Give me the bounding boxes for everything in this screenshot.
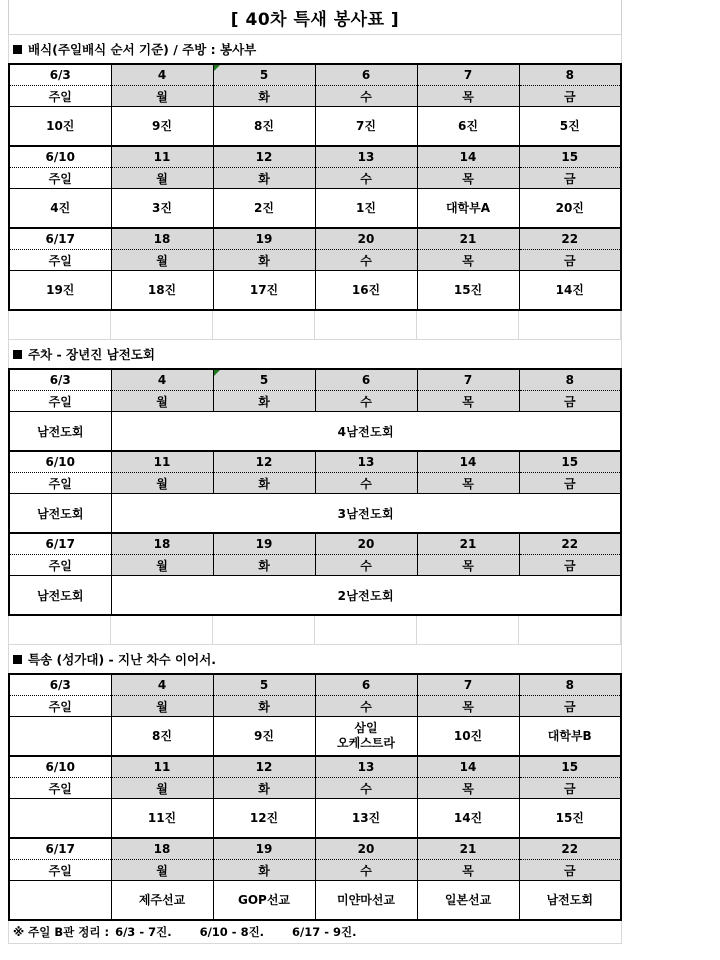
- weekday-cell: 금: [519, 168, 621, 189]
- date-cell: 7: [417, 64, 519, 86]
- assignment-cell: 8진: [213, 107, 315, 147]
- weekday-cell: 주일: [9, 391, 111, 412]
- merged-assignment-cell: 2남전도회: [111, 576, 621, 616]
- section-title: 주차 - 장년진 남전도회: [28, 347, 155, 362]
- weekday-cell: 목: [417, 168, 519, 189]
- footnote-item: 6/17 - 9진.: [292, 925, 357, 939]
- weekday-cell: 주일: [9, 168, 111, 189]
- date-cell: 20: [315, 838, 417, 860]
- assignment-row: [9, 799, 621, 839]
- assignment-cell: [9, 881, 111, 921]
- weekday-cell: 금: [519, 555, 621, 576]
- date-cell: 14: [417, 146, 519, 168]
- date-cell: 12: [213, 146, 315, 168]
- assignment-cell: 삼일 오케스트라: [315, 717, 417, 757]
- assignment-label: 남전도회: [9, 576, 111, 616]
- date-cell: 22: [519, 838, 621, 860]
- spacer-row: [8, 616, 622, 630]
- date-row: [9, 228, 621, 250]
- date-cell: 7: [417, 369, 519, 391]
- section-title: 특송 (성가대) - 지난 차수 이어서.: [28, 652, 217, 667]
- weekday-cell: 수: [315, 555, 417, 576]
- weekday-cell: 금: [519, 473, 621, 494]
- weekday-cell: 수: [315, 860, 417, 881]
- weekday-cell: 화: [213, 555, 315, 576]
- date-row: [9, 146, 621, 168]
- weekday-cell: 수: [315, 168, 417, 189]
- footnote-prefix: ※ 주일 B관 정리 :: [13, 925, 110, 939]
- date-cell: 12: [213, 451, 315, 473]
- weekday-cell: 화: [213, 860, 315, 881]
- weekday-cell: 주일: [9, 778, 111, 799]
- weekday-row: [9, 473, 621, 494]
- date-cell: 8: [519, 369, 621, 391]
- assignment-cell: 1진: [315, 189, 417, 229]
- date-cell: 4: [111, 674, 213, 696]
- assignment-cell: 20진: [519, 189, 621, 229]
- date-cell: 7: [417, 674, 519, 696]
- weekday-row: [9, 860, 621, 881]
- date-cell: 5: [213, 64, 315, 86]
- weekday-row: [9, 696, 621, 717]
- weekday-cell: 화: [213, 250, 315, 271]
- assignment-cell: 18진: [111, 271, 213, 311]
- footnote: [8, 921, 622, 944]
- assignment-cell: 14진: [417, 799, 519, 839]
- date-cell: 11: [111, 451, 213, 473]
- assignment-cell: 10진: [9, 107, 111, 147]
- assignment-cell: 17진: [213, 271, 315, 311]
- assignment-cell: GOP선교: [213, 881, 315, 921]
- weekday-cell: 목: [417, 555, 519, 576]
- weekday-cell: 수: [315, 391, 417, 412]
- date-cell: 6/10: [9, 756, 111, 778]
- date-cell: 8: [519, 64, 621, 86]
- assignment-cell: 12진: [213, 799, 315, 839]
- assignment-cell: 미얀마선교: [315, 881, 417, 921]
- weekday-cell: 수: [315, 696, 417, 717]
- weekday-cell: 목: [417, 86, 519, 107]
- assignment-cell: 13진: [315, 799, 417, 839]
- assignment-cell: 제주선교: [111, 881, 213, 921]
- weekday-cell: 월: [111, 250, 213, 271]
- date-cell: 11: [111, 756, 213, 778]
- weekday-cell: 월: [111, 168, 213, 189]
- date-cell: 15: [519, 146, 621, 168]
- assignment-cell: 14진: [519, 271, 621, 311]
- assignment-cell: 8진: [111, 717, 213, 757]
- date-row: [9, 451, 621, 473]
- date-cell: 19: [213, 228, 315, 250]
- weekday-row: [9, 555, 621, 576]
- spacer-row: [8, 630, 622, 644]
- weekday-cell: 목: [417, 860, 519, 881]
- weekday-cell: 금: [519, 86, 621, 107]
- weekday-cell: 월: [111, 778, 213, 799]
- date-cell: 14: [417, 451, 519, 473]
- date-cell: 6/10: [9, 451, 111, 473]
- date-cell: 12: [213, 756, 315, 778]
- date-cell: 18: [111, 228, 213, 250]
- footnote-item: 6/10 - 8진.: [199, 925, 265, 939]
- weekday-cell: 화: [213, 473, 315, 494]
- weekday-cell: 월: [111, 86, 213, 107]
- date-row: [9, 369, 621, 391]
- weekday-cell: 월: [111, 555, 213, 576]
- date-cell: 21: [417, 838, 519, 860]
- assignment-row: [9, 271, 621, 311]
- assignment-row: [9, 494, 621, 534]
- date-cell: 13: [315, 146, 417, 168]
- assignment-cell: 5진: [519, 107, 621, 147]
- square-bullet-icon: [13, 350, 22, 359]
- date-cell: 4: [111, 369, 213, 391]
- assignment-cell: 6진: [417, 107, 519, 147]
- section-heading-serving: [8, 34, 622, 63]
- date-row: [9, 756, 621, 778]
- assignment-row: [9, 576, 621, 616]
- date-cell: 18: [111, 838, 213, 860]
- date-cell: 15: [519, 756, 621, 778]
- weekday-cell: 화: [213, 696, 315, 717]
- weekday-cell: 금: [519, 391, 621, 412]
- serving-table: [8, 63, 622, 311]
- weekday-row: [9, 86, 621, 107]
- weekday-cell: 월: [111, 473, 213, 494]
- weekday-cell: 금: [519, 696, 621, 717]
- page-title: [ 40차 특새 봉사표 ]: [8, 0, 622, 34]
- weekday-cell: 주일: [9, 473, 111, 494]
- assignment-cell: 11진: [111, 799, 213, 839]
- date-cell: 13: [315, 451, 417, 473]
- date-row: [9, 64, 621, 86]
- date-cell: 21: [417, 228, 519, 250]
- weekday-cell: 주일: [9, 250, 111, 271]
- weekday-cell: 목: [417, 391, 519, 412]
- weekday-cell: 주일: [9, 860, 111, 881]
- assignment-cell: 4진: [9, 189, 111, 229]
- parking-table: [8, 368, 622, 616]
- assignment-cell: 15진: [417, 271, 519, 311]
- weekday-row: [9, 391, 621, 412]
- date-cell: 6/10: [9, 146, 111, 168]
- weekday-cell: 화: [213, 391, 315, 412]
- weekday-cell: 목: [417, 696, 519, 717]
- weekday-cell: 화: [213, 778, 315, 799]
- weekday-row: [9, 168, 621, 189]
- date-cell: 6/3: [9, 64, 111, 86]
- square-bullet-icon: [13, 45, 22, 54]
- date-cell: 20: [315, 228, 417, 250]
- date-cell: 22: [519, 533, 621, 555]
- weekday-cell: 주일: [9, 86, 111, 107]
- assignment-cell: [9, 799, 111, 839]
- schedule-sheet: [8, 0, 622, 944]
- weekday-row: [9, 778, 621, 799]
- date-cell: 19: [213, 838, 315, 860]
- date-cell: 6: [315, 674, 417, 696]
- weekday-cell: 월: [111, 391, 213, 412]
- date-cell: 18: [111, 533, 213, 555]
- weekday-row: [9, 250, 621, 271]
- assignment-row: [9, 189, 621, 229]
- merged-assignment-cell: 3남전도회: [111, 494, 621, 534]
- assignment-cell: 9진: [213, 717, 315, 757]
- weekday-cell: 목: [417, 473, 519, 494]
- date-cell: 6/17: [9, 838, 111, 860]
- weekday-cell: 금: [519, 250, 621, 271]
- section-heading-special-song: [8, 644, 622, 673]
- date-cell: 8: [519, 674, 621, 696]
- date-cell: 6/3: [9, 369, 111, 391]
- date-cell: 6: [315, 369, 417, 391]
- assignment-cell: 3진: [111, 189, 213, 229]
- weekday-cell: 금: [519, 778, 621, 799]
- weekday-cell: 목: [417, 778, 519, 799]
- date-cell: 6: [315, 64, 417, 86]
- assignment-row: [9, 717, 621, 757]
- assignment-cell: 남전도회: [519, 881, 621, 921]
- spacer-row: [8, 311, 622, 325]
- date-cell: 15: [519, 451, 621, 473]
- date-cell: 20: [315, 533, 417, 555]
- date-cell: 5: [213, 674, 315, 696]
- weekday-cell: 화: [213, 168, 315, 189]
- assignment-row: [9, 107, 621, 147]
- date-cell: 13: [315, 756, 417, 778]
- weekday-cell: 수: [315, 473, 417, 494]
- assignment-cell: 16진: [315, 271, 417, 311]
- date-cell: 6/17: [9, 533, 111, 555]
- assignment-label: 남전도회: [9, 494, 111, 534]
- weekday-cell: 월: [111, 696, 213, 717]
- assignment-cell: 일본선교: [417, 881, 519, 921]
- date-cell: 6/3: [9, 674, 111, 696]
- assignment-cell: 10진: [417, 717, 519, 757]
- weekday-cell: 금: [519, 860, 621, 881]
- assignment-row: [9, 412, 621, 452]
- assignment-cell: 7진: [315, 107, 417, 147]
- date-cell: 11: [111, 146, 213, 168]
- weekday-cell: 월: [111, 860, 213, 881]
- date-row: [9, 674, 621, 696]
- assignment-cell: 2진: [213, 189, 315, 229]
- assignment-cell: 15진: [519, 799, 621, 839]
- footnote-item: 6/3 - 7진.: [115, 925, 172, 939]
- date-cell: 5: [213, 369, 315, 391]
- merged-assignment-cell: 4남전도회: [111, 412, 621, 452]
- date-cell: 4: [111, 64, 213, 86]
- assignment-cell: 19진: [9, 271, 111, 311]
- weekday-cell: 수: [315, 250, 417, 271]
- square-bullet-icon: [13, 655, 22, 664]
- weekday-cell: 수: [315, 778, 417, 799]
- assignment-label: 남전도회: [9, 412, 111, 452]
- date-cell: 21: [417, 533, 519, 555]
- date-cell: 19: [213, 533, 315, 555]
- weekday-cell: 수: [315, 86, 417, 107]
- date-row: [9, 533, 621, 555]
- section-heading-parking: [8, 339, 622, 368]
- assignment-cell: [9, 717, 111, 757]
- weekday-cell: 주일: [9, 555, 111, 576]
- spacer-row: [8, 325, 622, 339]
- special-song-table: [8, 673, 622, 921]
- weekday-cell: 화: [213, 86, 315, 107]
- section-title: 배식(주일배식 순서 기준) / 주방 : 봉사부: [28, 42, 257, 57]
- date-cell: 22: [519, 228, 621, 250]
- date-cell: 14: [417, 756, 519, 778]
- date-cell: 6/17: [9, 228, 111, 250]
- weekday-cell: 목: [417, 250, 519, 271]
- assignment-cell: 대학부A: [417, 189, 519, 229]
- assignment-cell: 9진: [111, 107, 213, 147]
- assignment-cell: 대학부B: [519, 717, 621, 757]
- weekday-cell: 주일: [9, 696, 111, 717]
- assignment-row: [9, 881, 621, 921]
- date-row: [9, 838, 621, 860]
